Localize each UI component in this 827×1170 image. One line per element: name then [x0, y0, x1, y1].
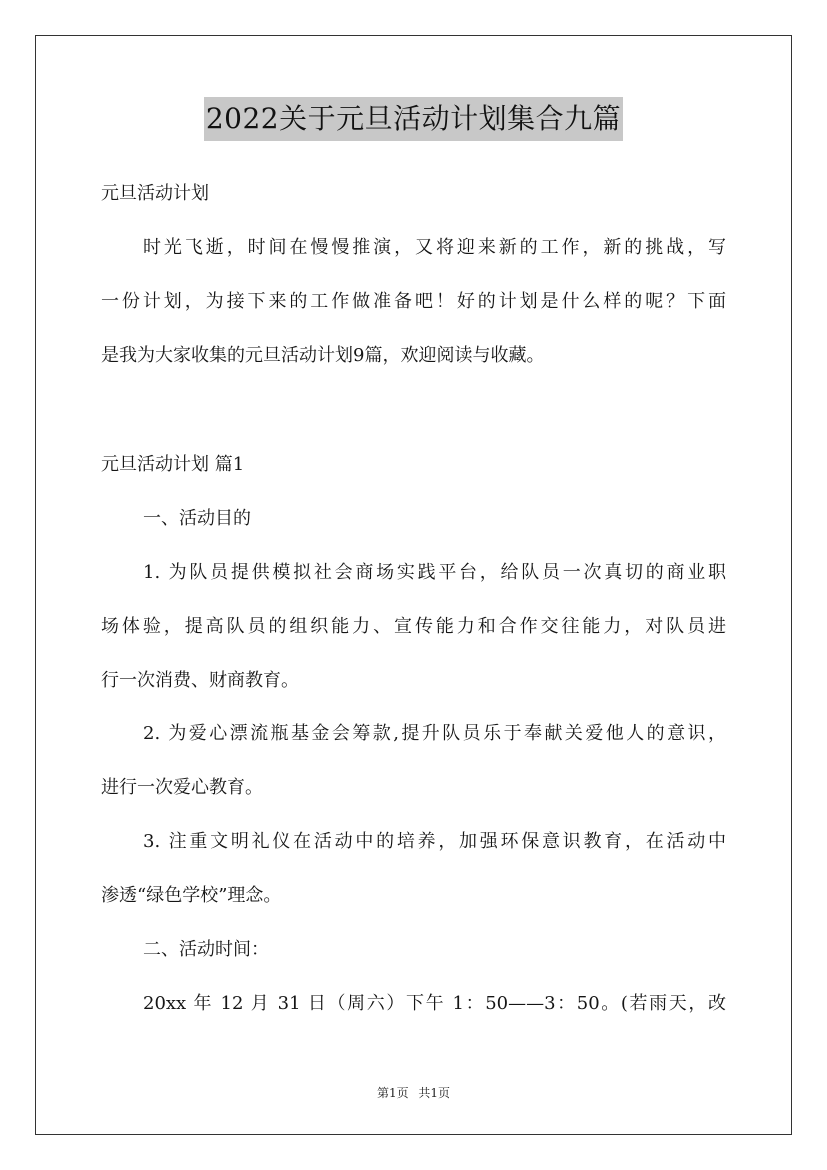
paragraph-line: 时光飞逝，时间在慢慢推演，又将迎来新的工作，新的挑战，写 — [143, 237, 726, 258]
paragraph-line: 2. 为爱心漂流瓶基金会筹款,提升队员乐于奉献关爱他人的意识， — [143, 723, 726, 744]
paragraph-line: 进行一次爱心教育。 — [101, 777, 263, 798]
subheading: 二、活动时间： — [143, 939, 269, 960]
paragraph-line: 一份计划，为接下来的工作做准备吧！好的计划是什么样的呢？下面 — [101, 291, 726, 312]
paragraph-line: 行一次消费、财商教育。 — [101, 670, 299, 691]
paragraph-line: 1. 为队员提供模拟社会商场实践平台，给队员一次真切的商业职 — [143, 562, 726, 583]
page-total: 共1页 — [418, 1086, 451, 1100]
paragraph-line: 3. 注重文明礼仪在活动中的培养，加强环保意识教育，在活动中 — [143, 831, 726, 852]
page-footer — [0, 1085, 827, 1101]
paragraph-line: 20xx 年 12 月 31 日（周六）下午 1：50——3：50。(若雨天，改 — [143, 993, 726, 1014]
title-container — [0, 97, 827, 141]
document-title: 2022关于元旦活动计划集合九篇 — [204, 97, 623, 141]
paragraph-line: 场体验，提高队员的组织能力、宣传能力和合作交往能力，对队员进 — [101, 616, 726, 637]
subheading: 一、活动目的 — [143, 508, 251, 529]
paragraph-line: 是我为大家收集的元旦活动计划9篇，欢迎阅读与收藏。 — [101, 345, 545, 366]
section-heading: 元旦活动计划 篇1 — [101, 454, 245, 475]
section-heading: 元旦活动计划 — [101, 183, 209, 204]
paragraph-line: 渗透“绿色学校”理念。 — [101, 885, 282, 906]
page-number: 第1页 — [376, 1086, 409, 1100]
